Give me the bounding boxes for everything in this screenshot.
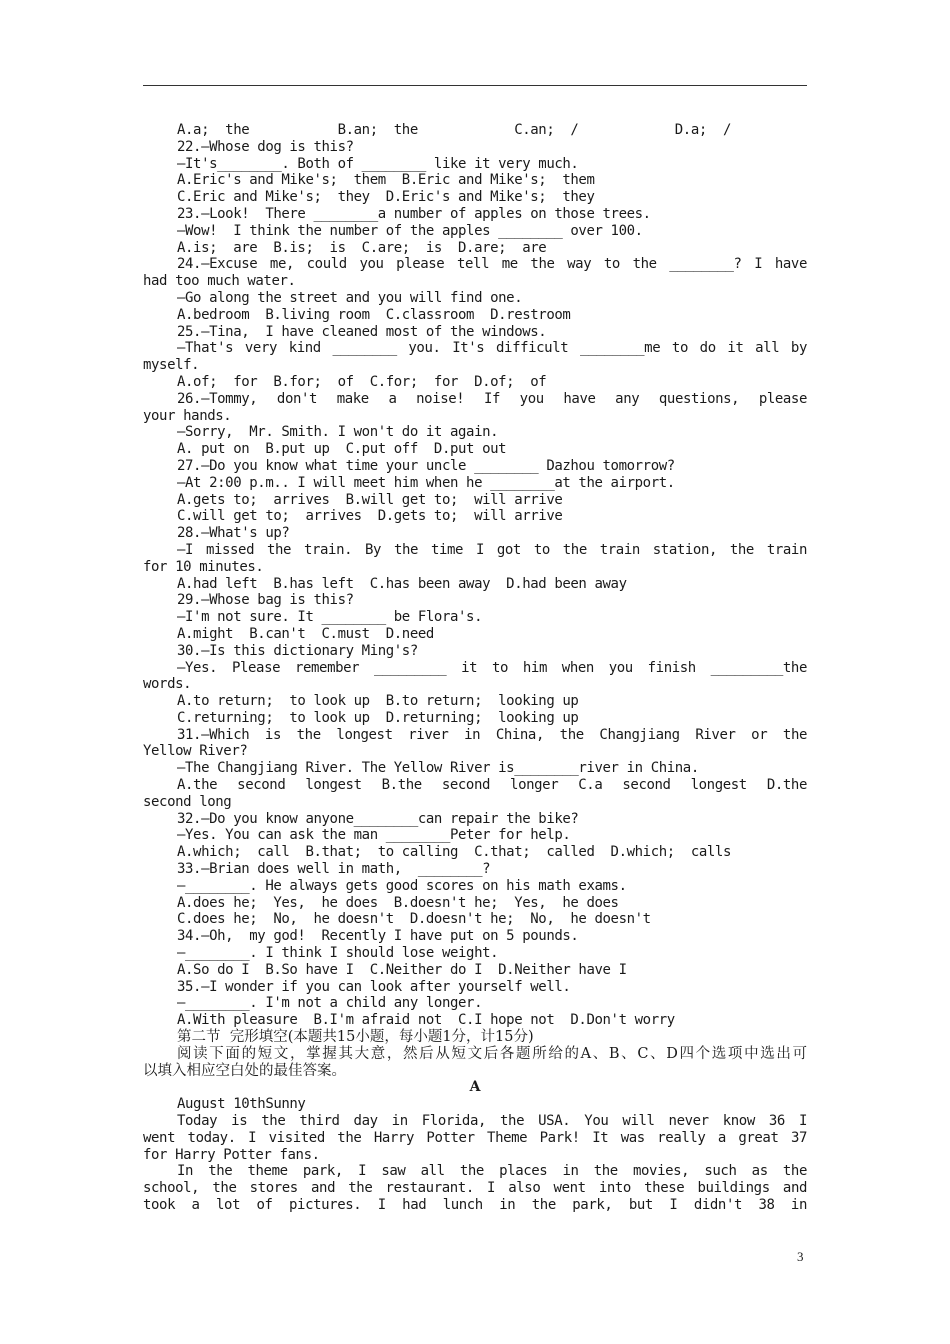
text-line: A.might B.can't C.must D.need [177,625,434,642]
text-line: 26.—Tommy, don't make a noise! If you have any questions, please [177,390,807,407]
text-line: Yellow River? [143,743,248,760]
text-line: A.is; are B.is; is C.are; is D.are; are [177,239,547,256]
text-line: A.bedroom B.living room C.classroom D.restroom [177,306,571,323]
text-line: 23.—Look! There ________a number of apples on those trees. [177,205,651,222]
text-line: —Sorry, Mr. Smith. I won't do it again. [177,424,499,441]
text-line: took a lot of pictures. I had lunch in the park, but I didn't 38 in [143,1197,807,1213]
text-line: C.Eric and Mike's; they D.Eric's and Mike's; they [177,189,595,206]
text-line: A.which; call B.that; to calling C.that; called D.which; calls [177,844,731,861]
text-line: second long [143,793,232,810]
text-line: 35.—I wonder if you can look after yourself well. [177,978,571,995]
text-line: —The Changjiang River. The Yellow River is________river in China. [177,760,699,777]
text-line: 28.—What's up? [177,525,290,542]
text-line: A.the second longest B.the second longer C.a second longest D.the [177,777,807,794]
text-line: 25.—Tina, I have cleaned most of the windows. [177,323,547,340]
text-line: —Go along the street and you will find one. [177,289,523,306]
text-line: August 10thSunny [177,1096,306,1113]
text-line: 30.—Is this dictionary Ming's? [177,642,418,659]
text-line: had too much water. [143,273,296,290]
text-line: 24.—Excuse me, could you please tell me the way to the ________? I have [177,256,807,273]
text-line: —I'm not sure. It ________ be Flora's. [177,609,483,626]
text-line: C.returning; to look up D.returning; looking up [177,709,579,726]
text-line: A.So do I B.So have I C.Neither do I D.Neither have I [177,961,627,978]
text-line: words. [143,676,192,693]
text-line: for 10 minutes. [143,558,264,575]
text-line: 33.—Brian does well in math, ________? [177,861,491,878]
section-heading: A [469,1079,481,1096]
text-line: A.With pleasure B.I'm afraid not C.I hope not D.Don't worry [177,1012,675,1029]
text-line: 27.—Do you know what time your uncle ________ Dazhou tomorrow? [177,457,675,474]
text-line: —Yes. Please remember _________ it to him when you finish _________the [177,659,807,676]
text-line: C.does he; No, he doesn't D.doesn't he; No, he doesn't [177,911,651,928]
text-line: A.a; the B.an; the C.an; / D.a; / [177,122,731,138]
text-line: 以填入相应空白处的最佳答案。 [143,1062,346,1079]
text-line: —________. I'm not a child any longer. [177,995,483,1012]
text-line: —It's________. Both of ________ like it very much. [177,155,579,172]
text-line: In the theme park, I saw all the places in the movies, such as the [177,1163,807,1180]
text-line: —Yes. You can ask the man ________Peter for help. [177,827,571,844]
text-line: —________. He always gets good scores on his math exams. [177,877,627,894]
text-line: 22.—Whose dog is this? [177,138,354,155]
text-line: C.will get to; arrives D.gets to; will arrive [177,508,563,525]
text-line: for Harry Potter fans. [143,1146,320,1163]
text-line: A. put on B.put up C.put off D.put out [177,441,507,458]
text-line: —________. I think I should lose weight. [177,945,499,962]
text-line: 29.—Whose bag is this? [177,592,354,609]
text-line: 第二节 完形填空(本题共15小题，每小题1分，计15分) [177,1029,534,1046]
text-line: 31.—Which is the longest river in China, the Changjiang River or the [177,726,807,743]
page-number: 3 [797,1249,804,1264]
page-content [143,122,807,1214]
text-line: myself. [143,357,200,374]
text-line: 32.—Do you know anyone________can repair the bike? [177,810,579,827]
text-line: Today is the third day in Florida, the USA. You will never know 36 I [177,1113,807,1130]
text-line: A.gets to; arrives B.will get to; will arrive [177,491,563,508]
text-line: 34.—Oh, my god! Recently I have put on 5 pounds. [177,928,579,945]
text-line: went today. I visited the Harry Potter Theme Park! It was really a great 37 [143,1129,807,1146]
text-line: —At 2:00 p.m.. I will meet him when he ________at the airport. [177,474,675,491]
text-line: school, the stores and the restaurant. I also went into these buildings and [143,1180,807,1197]
text-line: A.to return; to look up B.to return; looking up [177,693,579,710]
text-line: 阅读下面的短文，掌握其大意，然后从短文后各题所给的A、B、C、D四个选项中选出可 [177,1045,807,1062]
text-line: A.does he; Yes, he does B.doesn't he; Yes, he does [177,894,619,911]
text-line: A.Eric's and Mike's; them B.Eric and Mike's; them [177,172,595,189]
text-line: —Wow! I think the number of the apples ________ over 100. [177,222,643,239]
text-line: —I missed the train. By the time I got to the train station, the train [177,541,807,558]
text-line: —That's very kind ________ you. It's difficult ________me to do it all by [177,340,807,357]
header-rule [143,85,807,86]
text-line: A.had left B.has left C.has been away D.had been away [177,575,627,592]
text-line: A.of; for B.for; of C.for; for D.of; of [177,373,547,390]
text-line: your hands. [143,407,232,424]
